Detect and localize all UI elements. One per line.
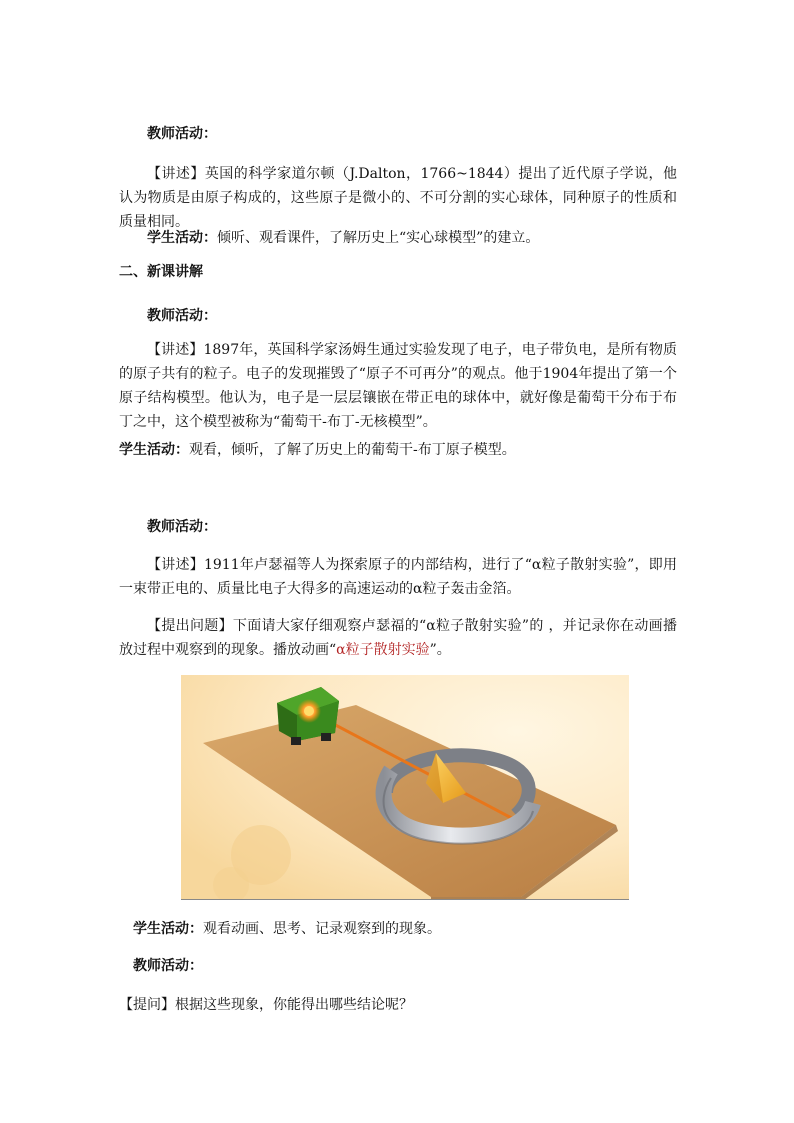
section-heading: 二、新课讲解 — [119, 264, 203, 280]
teacher-activity-label: 教师活动： — [147, 126, 217, 142]
rutherford-narration: 【讲述】1911年卢瑟福等人为探索原子的内部结构，进行了“α粒子散射实验”，即用一束带正电的、质量比电子大得多的高速运动的α粒子轰击金箔。 — [119, 557, 677, 597]
teacher-activity-label: 教师活动： — [133, 958, 203, 974]
student-activity-label: 学生活动： — [119, 442, 189, 458]
question-end: ”。 — [429, 642, 451, 658]
student-activity-line — [133, 920, 441, 938]
alpha-scattering-illustration — [181, 675, 629, 900]
student-activity-text: 倾听、观看课件，了解历史上“实心球模型”的建立。 — [217, 230, 540, 246]
question-paragraph — [119, 614, 677, 662]
question-text: 【提出问题】下面请大家仔细观察卢瑟福的“α粒子散射实验”的 ，并记录你在动画播放过程中观察到的现象。播放动画“ — [119, 618, 677, 658]
animation-link[interactable]: α粒子散射实验 — [336, 642, 430, 658]
teacher-activity-label: 教师活动： — [147, 308, 217, 324]
figure-baseline — [181, 899, 629, 900]
dalton-narration: 【讲述】英国的科学家道尔顿（J.Dalton，1766~1844）提出了近代原子学说，他认为物质是由原子构成的，这些原子是微小的、不可分割的实心球体，同种原子的性质和质量相同。 — [119, 166, 677, 230]
alpha-scattering-figure — [181, 675, 629, 900]
student-activity-line — [119, 441, 516, 459]
question-ask: 【提问】根据这些现象，你能得出哪些结论呢？ — [119, 997, 413, 1013]
student-activity-text: 观看，倾听，了解了历史上的葡萄干-布丁原子模型。 — [189, 442, 516, 458]
student-activity-line — [147, 229, 539, 247]
student-activity-text: 观看动画、思考、记录观察到的现象。 — [203, 921, 441, 937]
thomson-narration: 【讲述】1897年，英国科学家汤姆生通过实验发现了电子，电子带负电，是所有物质的原子共有的粒子。电子的发现摧毁了“原子不可再分”的观点。他于1904年提出了第一个原子结构模型。他认为，电子是一层层镶嵌在带正电的球体中，就好像是葡萄干分布于布丁之中，这个模型被称为“葡萄干-布丁-无核模型”。 — [119, 342, 677, 430]
teacher-activity-label: 教师活动： — [147, 519, 217, 535]
student-activity-label: 学生活动： — [147, 230, 217, 246]
student-activity-label: 学生活动： — [133, 921, 203, 937]
